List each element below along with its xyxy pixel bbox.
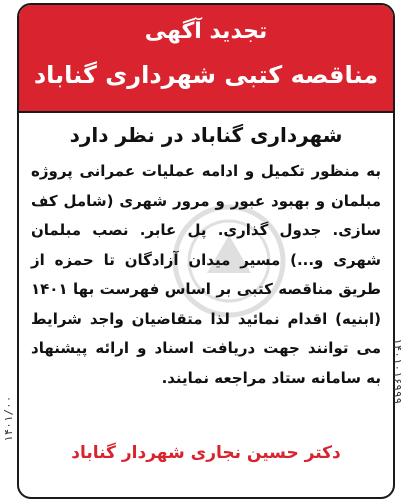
ad-body-text: به منظور تکمیل و ادامه عملیات عمرانی پروژه مبلمان و بهبود عبور و مرور شهری (شامل کف سازی. جدول گذاری. پل عابر. نصب مبلمان شهری و...) مسیر میدان آزادگان تا حمزه از طریق مناقصه کتبی بر اساس فهرست بها ۱۴۰۱ (ابنیه) اقدام نمائید لذا متقاضیان واجد شرایط می توانند جهت دریافت اسناد و ارائه پیشنهاد به سامانه ستاد مراجعه نمایند. bbox=[31, 162, 381, 387]
advertisement-box bbox=[17, 3, 395, 499]
side-reference-code-left: ۱۴۰۱/۰۰ bbox=[2, 395, 15, 442]
ad-header-tender-title: مناقصه کتبی شهرداری گناباد bbox=[33, 61, 379, 89]
ad-header bbox=[19, 5, 393, 113]
ad-signature: دکتر حسین نجاری شهردار گناباد bbox=[71, 443, 341, 463]
ad-header-renewal-title: تجدید آگهی bbox=[144, 19, 268, 44]
ad-headline: شهرداری گناباد در نظر دارد bbox=[69, 123, 343, 147]
side-reference-code-right: ۱۴۰۱۰۱۶۹۹۹ bbox=[391, 338, 404, 405]
